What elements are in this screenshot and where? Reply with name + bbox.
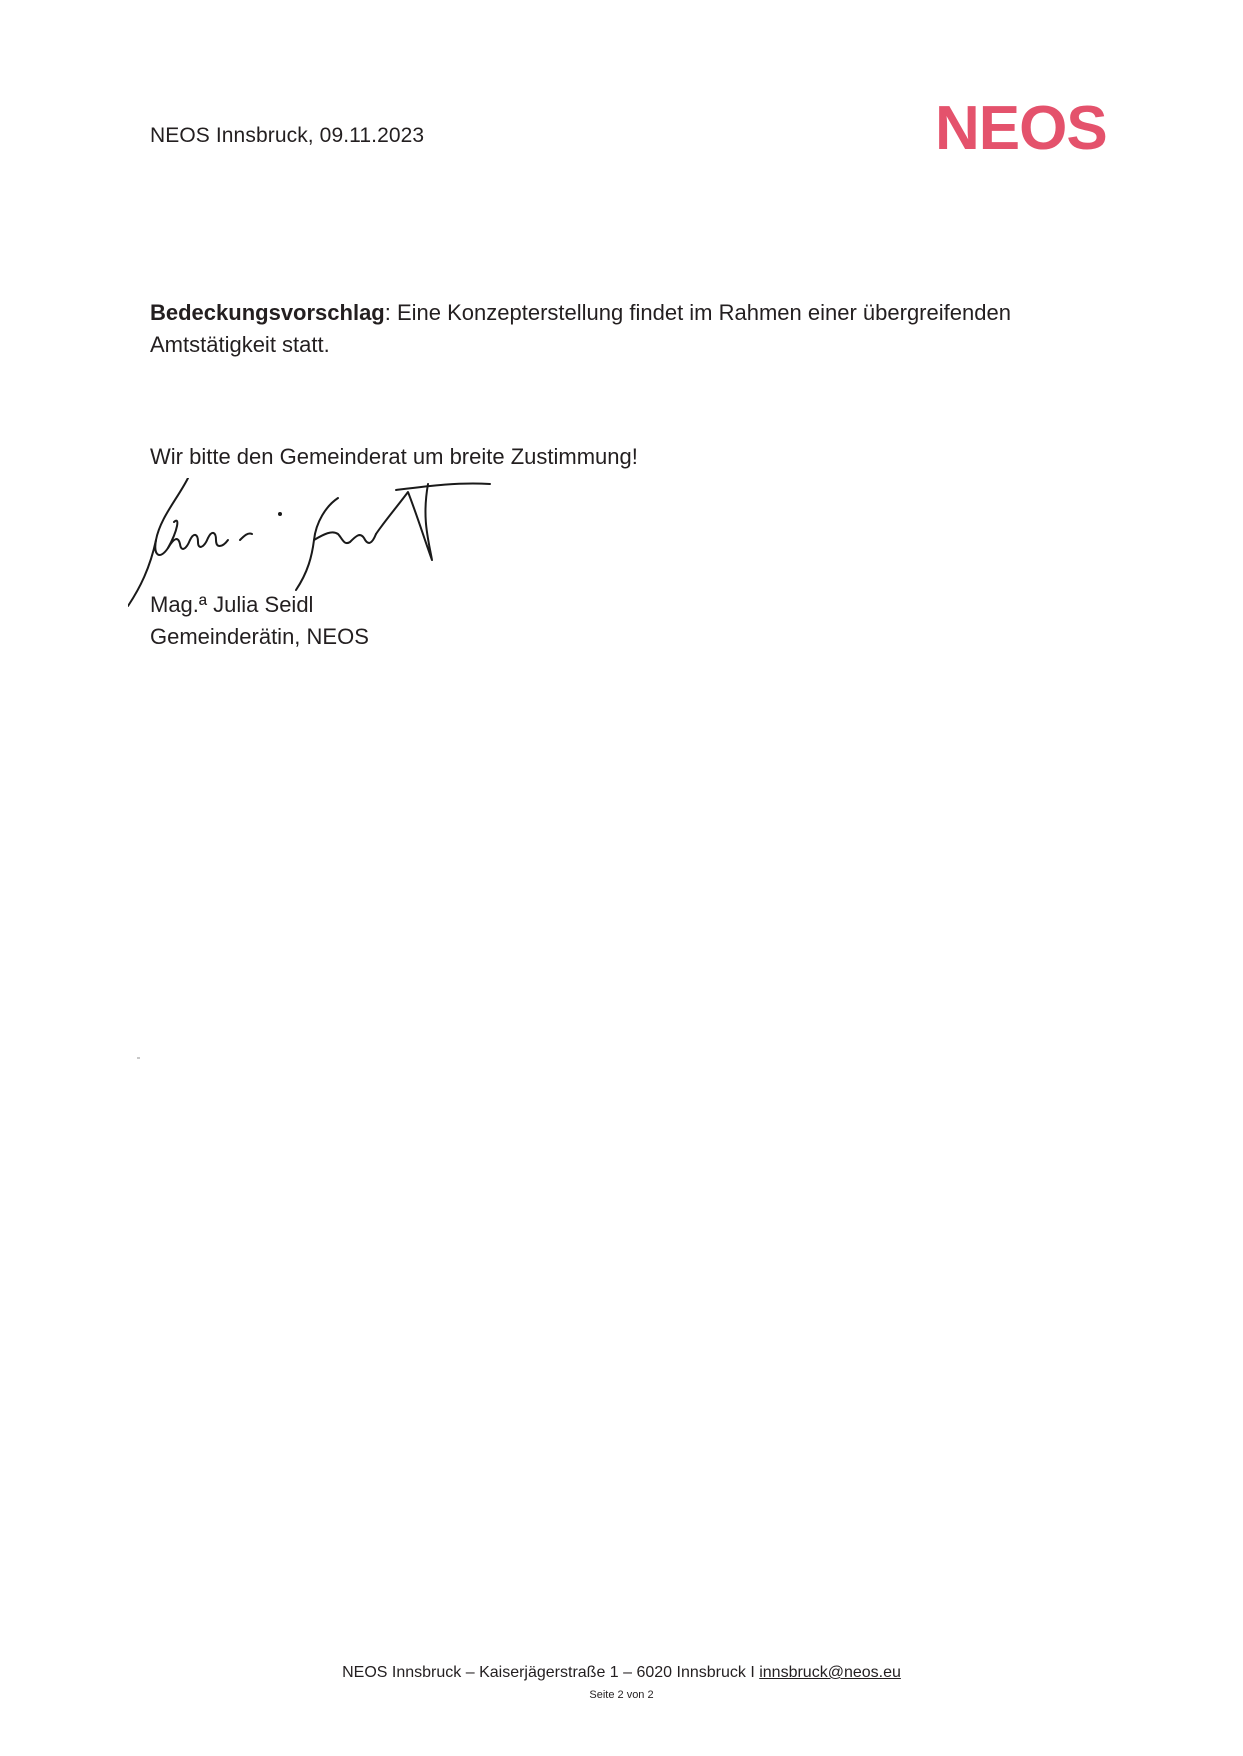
coverage-label: Bedeckungsvorschlag — [150, 300, 385, 325]
coverage-separator: : — [384, 300, 391, 325]
scan-speck — [137, 1057, 140, 1059]
page-number: Seite 2 von 2 — [589, 1689, 654, 1701]
coverage-proposal — [150, 297, 1080, 361]
footer-address — [0, 1664, 1243, 1682]
closing-sentence: Wir bitte den Gemeinderat um breite Zustimmung! — [150, 444, 638, 469]
footer-email-link[interactable]: innsbruck@neos.eu — [759, 1664, 901, 1681]
coverage-text: Eine Konzepterstellung findet im Rahmen einer übergreifenden Amtstätigkeit statt. — [150, 300, 1011, 357]
signer-name: Mag.ª Julia Seidl — [150, 592, 314, 617]
place-date: NEOS Innsbruck, 09.11.2023 — [150, 124, 425, 147]
neos-logo: NEOS — [935, 94, 1107, 163]
footer-address-text: NEOS Innsbruck – Kaiserjägerstraße 1 – 6020 Innsbruck I — [342, 1664, 760, 1681]
signer-role: Gemeinderätin, NEOS — [150, 624, 369, 649]
